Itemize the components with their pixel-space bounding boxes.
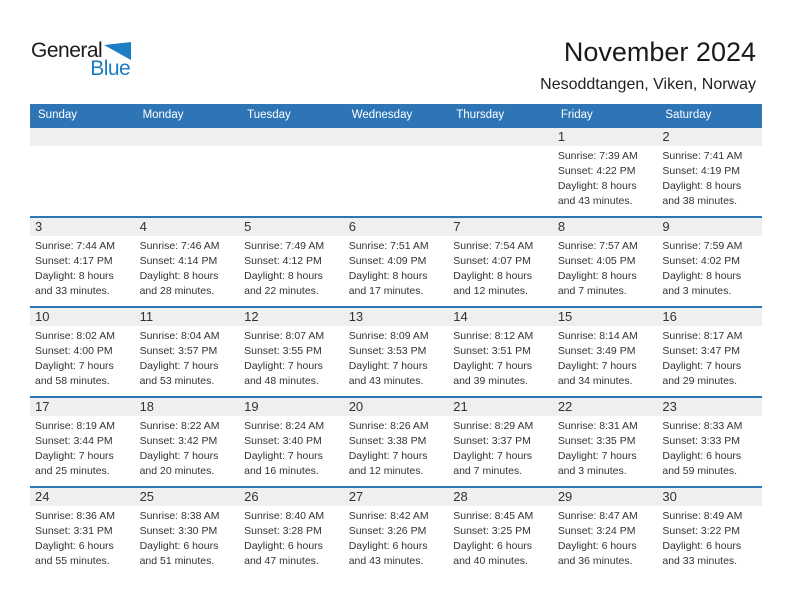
- daylight-line2: and 25 minutes.: [35, 465, 110, 477]
- daylight-line2: and 17 minutes.: [348, 285, 424, 297]
- day-number: 2: [662, 129, 670, 144]
- week-row: [30, 306, 762, 396]
- day-number: 3: [35, 219, 43, 234]
- day-cell: [239, 326, 344, 389]
- sunset-line: Sunset: 4:14 PM: [139, 255, 218, 267]
- day-cell: [30, 506, 135, 569]
- daylight-line1: Daylight: 6 hours: [557, 540, 637, 552]
- page-subtitle: Nesoddtangen, Viken, Norway: [540, 76, 756, 93]
- day-number-band: [30, 488, 762, 506]
- daylight-line1: Daylight: 6 hours: [139, 540, 219, 552]
- sunrise-line: Sunrise: 8:14 AM: [557, 330, 638, 342]
- daylight-line1: Daylight: 7 hours: [348, 360, 428, 372]
- daylight-line1: Daylight: 7 hours: [557, 450, 637, 462]
- day-number: 29: [557, 489, 573, 504]
- sunrise-line: Sunrise: 8:17 AM: [662, 330, 743, 342]
- daylight-line1: Daylight: 6 hours: [244, 540, 323, 552]
- daylight-line2: and 43 minutes.: [348, 375, 424, 387]
- day-number: 19: [244, 399, 259, 414]
- day-cell: [657, 236, 762, 299]
- daylight-line1: Daylight: 6 hours: [662, 450, 742, 462]
- day-number: 16: [662, 309, 677, 324]
- day-cell: [657, 506, 762, 569]
- day-number: 26: [244, 489, 259, 504]
- week-cells: [30, 416, 762, 479]
- day-number: [135, 128, 240, 146]
- general-blue-logo: [31, 40, 131, 78]
- page-title: November 2024: [563, 37, 756, 67]
- day-cell: [239, 506, 344, 569]
- daylight-line1: Daylight: 7 hours: [244, 450, 323, 462]
- sunrise-line: Sunrise: 8:09 AM: [348, 330, 429, 342]
- sunrise-line: Sunrise: 7:54 AM: [453, 240, 534, 252]
- daylight-line2: and 48 minutes.: [244, 375, 319, 387]
- daylight-line2: and 47 minutes.: [244, 555, 319, 567]
- weekday-label-tuesday: Tuesday: [247, 109, 291, 121]
- day-cell: [135, 236, 240, 299]
- day-number: [30, 128, 135, 146]
- logo-text-general: General: [31, 39, 103, 62]
- daylight-line1: Daylight: 7 hours: [557, 360, 637, 372]
- day-number-band: [30, 128, 762, 146]
- sunset-line: Sunset: 4:22 PM: [557, 165, 636, 177]
- sunset-line: Sunset: 3:35 PM: [557, 435, 636, 447]
- day-cell: [657, 146, 762, 209]
- daylight-line1: Daylight: 8 hours: [35, 270, 114, 282]
- daylight-line1: Daylight: 7 hours: [453, 360, 533, 372]
- day-cell: [448, 236, 553, 299]
- daylight-line2: and 16 minutes.: [244, 465, 319, 477]
- sunset-line: Sunset: 4:17 PM: [35, 255, 113, 267]
- daylight-line1: Daylight: 6 hours: [662, 540, 742, 552]
- week-row: [30, 396, 762, 486]
- daylight-line1: Daylight: 8 hours: [348, 270, 428, 282]
- day-number: 21: [453, 399, 468, 414]
- day-number: 25: [139, 489, 155, 504]
- day-cell: [30, 236, 135, 299]
- sunset-line: Sunset: 3:33 PM: [662, 435, 741, 447]
- sunrise-line: Sunrise: 8:24 AM: [244, 420, 325, 432]
- sunset-line: Sunset: 3:40 PM: [244, 435, 322, 447]
- sunset-line: Sunset: 3:38 PM: [348, 435, 427, 447]
- daylight-line1: Daylight: 7 hours: [244, 360, 323, 372]
- sunset-line: Sunset: 3:22 PM: [662, 525, 741, 537]
- title-block: [540, 36, 756, 95]
- sunset-line: Sunset: 4:12 PM: [244, 255, 322, 267]
- day-number: 20: [348, 399, 364, 414]
- weekday-label-thursday: Thursday: [456, 109, 505, 121]
- week-cells: [30, 146, 762, 209]
- day-cell: [553, 326, 658, 389]
- day-cell: [448, 506, 553, 569]
- daylight-line2: and 33 minutes.: [35, 285, 110, 297]
- day-cell: [344, 146, 449, 209]
- day-cell: [448, 146, 553, 209]
- daylight-line1: Daylight: 8 hours: [557, 180, 637, 192]
- daylight-line2: and 29 minutes.: [662, 375, 738, 387]
- sunset-line: Sunset: 3:57 PM: [139, 345, 218, 357]
- week-cells: [30, 236, 762, 299]
- sunrise-line: Sunrise: 8:31 AM: [557, 420, 638, 432]
- daylight-line2: and 7 minutes.: [557, 285, 627, 297]
- day-number: 6: [348, 219, 356, 234]
- day-number-band: [30, 218, 762, 236]
- sunrise-line: Sunrise: 8:26 AM: [348, 420, 429, 432]
- sunset-line: Sunset: 3:49 PM: [557, 345, 636, 357]
- sunset-line: Sunset: 3:47 PM: [662, 345, 741, 357]
- sunrise-line: Sunrise: 7:41 AM: [662, 150, 743, 162]
- day-number: 8: [557, 219, 566, 234]
- daylight-line1: Daylight: 8 hours: [662, 180, 742, 192]
- sunset-line: Sunset: 4:07 PM: [453, 255, 531, 267]
- day-cell: [30, 146, 135, 209]
- sunset-line: Sunset: 3:30 PM: [139, 525, 218, 537]
- sunrise-line: Sunrise: 8:07 AM: [244, 330, 325, 342]
- sunrise-line: Sunrise: 7:49 AM: [244, 240, 325, 252]
- sunset-line: Sunset: 4:02 PM: [662, 255, 741, 267]
- sunset-line: Sunset: 3:31 PM: [35, 525, 113, 537]
- day-number: 14: [453, 309, 468, 324]
- day-cell: [553, 416, 658, 479]
- day-cell: [553, 146, 658, 209]
- daylight-line1: Daylight: 8 hours: [557, 270, 637, 282]
- day-number: [239, 128, 344, 146]
- daylight-line2: and 40 minutes.: [453, 555, 528, 567]
- daylight-line1: Daylight: 7 hours: [139, 450, 219, 462]
- day-cell: [553, 506, 658, 569]
- calendar-grid: [30, 104, 762, 576]
- weekday-label-monday: Monday: [142, 109, 184, 121]
- day-cell: [239, 416, 344, 479]
- day-number: 22: [557, 399, 573, 414]
- sunrise-line: Sunrise: 7:39 AM: [557, 150, 638, 162]
- week-row: [30, 216, 762, 306]
- sunrise-line: Sunrise: 8:38 AM: [139, 510, 220, 522]
- day-number: 13: [348, 309, 364, 324]
- week-cells: [30, 326, 762, 389]
- sunrise-line: Sunrise: 8:04 AM: [139, 330, 220, 342]
- daylight-line2: and 33 minutes.: [662, 555, 738, 567]
- sunset-line: Sunset: 4:05 PM: [557, 255, 636, 267]
- daylight-line1: Daylight: 8 hours: [139, 270, 219, 282]
- sunset-line: Sunset: 4:19 PM: [662, 165, 741, 177]
- week-row: [30, 126, 762, 216]
- day-cell: [135, 326, 240, 389]
- daylight-line2: and 59 minutes.: [662, 465, 738, 477]
- daylight-line2: and 28 minutes.: [139, 285, 215, 297]
- daylight-line2: and 12 minutes.: [453, 285, 528, 297]
- sunrise-line: Sunrise: 8:49 AM: [662, 510, 743, 522]
- daylight-line2: and 58 minutes.: [35, 375, 110, 387]
- day-number: 10: [35, 309, 50, 324]
- daylight-line1: Daylight: 8 hours: [244, 270, 323, 282]
- day-number: 5: [244, 219, 252, 234]
- day-number: 12: [244, 309, 259, 324]
- day-cell: [239, 146, 344, 209]
- sunrise-line: Sunrise: 7:59 AM: [662, 240, 743, 252]
- daylight-line2: and 34 minutes.: [557, 375, 633, 387]
- day-number: 18: [139, 399, 155, 414]
- daylight-line1: Daylight: 7 hours: [35, 450, 114, 462]
- day-cell: [344, 506, 449, 569]
- day-cell: [553, 236, 658, 299]
- daylight-line1: Daylight: 7 hours: [662, 360, 742, 372]
- day-cell: [135, 506, 240, 569]
- sunset-line: Sunset: 3:28 PM: [244, 525, 322, 537]
- day-number: 17: [35, 399, 50, 414]
- sunset-line: Sunset: 3:24 PM: [557, 525, 636, 537]
- day-number: 11: [139, 309, 154, 324]
- weekday-label-friday: Friday: [560, 109, 593, 121]
- sunrise-line: Sunrise: 8:47 AM: [557, 510, 638, 522]
- day-cell: [448, 326, 553, 389]
- daylight-line1: Daylight: 6 hours: [453, 540, 533, 552]
- sunset-line: Sunset: 3:26 PM: [348, 525, 427, 537]
- daylight-line2: and 20 minutes.: [139, 465, 215, 477]
- sunrise-line: Sunrise: 8:33 AM: [662, 420, 743, 432]
- sunset-line: Sunset: 3:44 PM: [35, 435, 113, 447]
- calendar-weeks: [30, 126, 762, 576]
- day-cell: [30, 326, 135, 389]
- sunset-line: Sunset: 3:53 PM: [348, 345, 427, 357]
- day-number: 24: [35, 489, 50, 504]
- sunrise-line: Sunrise: 7:51 AM: [348, 240, 429, 252]
- weekday-header-row: [30, 104, 762, 126]
- sunrise-line: Sunrise: 7:57 AM: [557, 240, 638, 252]
- daylight-line1: Daylight: 8 hours: [453, 270, 533, 282]
- daylight-line2: and 38 minutes.: [662, 195, 738, 207]
- sunrise-line: Sunrise: 8:36 AM: [35, 510, 115, 522]
- daylight-line2: and 43 minutes.: [557, 195, 633, 207]
- day-number-band: [30, 308, 762, 326]
- day-cell: [135, 416, 240, 479]
- sunrise-line: Sunrise: 8:40 AM: [244, 510, 325, 522]
- week-cells: [30, 506, 762, 569]
- sunset-line: Sunset: 3:51 PM: [453, 345, 531, 357]
- day-cell: [344, 236, 449, 299]
- daylight-line2: and 22 minutes.: [244, 285, 319, 297]
- daylight-line1: Daylight: 7 hours: [139, 360, 219, 372]
- day-cell: [657, 326, 762, 389]
- day-number: 7: [453, 219, 461, 234]
- logo-text-blue: Blue: [90, 57, 131, 80]
- sunrise-line: Sunrise: 8:22 AM: [139, 420, 220, 432]
- sunrise-line: Sunrise: 8:29 AM: [453, 420, 534, 432]
- day-cell: [448, 416, 553, 479]
- day-number: [448, 128, 553, 146]
- daylight-line2: and 43 minutes.: [348, 555, 424, 567]
- day-number: [344, 128, 449, 146]
- day-cell: [657, 416, 762, 479]
- daylight-line1: Daylight: 6 hours: [35, 540, 114, 552]
- day-number: 27: [348, 489, 364, 504]
- daylight-line2: and 12 minutes.: [348, 465, 424, 477]
- sunset-line: Sunset: 3:55 PM: [244, 345, 322, 357]
- day-cell: [344, 416, 449, 479]
- day-cell: [30, 416, 135, 479]
- daylight-line2: and 3 minutes.: [557, 465, 627, 477]
- weekday-label-sunday: Sunday: [38, 109, 78, 121]
- day-number: 23: [662, 399, 677, 414]
- weekday-label-wednesday: Wednesday: [351, 109, 413, 121]
- daylight-line1: Daylight: 7 hours: [348, 450, 428, 462]
- sunset-line: Sunset: 4:00 PM: [35, 345, 113, 357]
- sunset-line: Sunset: 3:37 PM: [453, 435, 531, 447]
- sunrise-line: Sunrise: 8:12 AM: [453, 330, 534, 342]
- sunset-line: Sunset: 3:42 PM: [139, 435, 218, 447]
- daylight-line1: Daylight: 7 hours: [35, 360, 114, 372]
- day-number: 15: [557, 309, 573, 324]
- weekday-label-saturday: Saturday: [665, 109, 712, 121]
- day-number: 30: [662, 489, 677, 504]
- sunset-line: Sunset: 3:25 PM: [453, 525, 531, 537]
- week-row: [30, 486, 762, 576]
- day-number: 9: [662, 219, 670, 234]
- day-cell: [135, 146, 240, 209]
- sunrise-line: Sunrise: 7:44 AM: [35, 240, 115, 252]
- day-cell: [344, 326, 449, 389]
- daylight-line2: and 39 minutes.: [453, 375, 528, 387]
- day-cell: [239, 236, 344, 299]
- day-number-band: [30, 398, 762, 416]
- daylight-line2: and 55 minutes.: [35, 555, 110, 567]
- sunrise-line: Sunrise: 8:02 AM: [35, 330, 115, 342]
- daylight-line2: and 53 minutes.: [139, 375, 215, 387]
- daylight-line2: and 36 minutes.: [557, 555, 633, 567]
- daylight-line2: and 3 minutes.: [662, 285, 732, 297]
- daylight-line1: Daylight: 7 hours: [453, 450, 533, 462]
- sunset-line: Sunset: 4:09 PM: [348, 255, 427, 267]
- daylight-line1: Daylight: 6 hours: [348, 540, 428, 552]
- sunrise-line: Sunrise: 8:45 AM: [453, 510, 534, 522]
- sunrise-line: Sunrise: 8:42 AM: [348, 510, 429, 522]
- daylight-line2: and 51 minutes.: [139, 555, 215, 567]
- sunrise-line: Sunrise: 8:19 AM: [35, 420, 115, 432]
- day-number: 28: [453, 489, 468, 504]
- sunrise-line: Sunrise: 7:46 AM: [139, 240, 220, 252]
- day-number: 1: [557, 129, 566, 144]
- daylight-line2: and 7 minutes.: [453, 465, 523, 477]
- day-number: 4: [139, 219, 147, 234]
- daylight-line1: Daylight: 8 hours: [662, 270, 742, 282]
